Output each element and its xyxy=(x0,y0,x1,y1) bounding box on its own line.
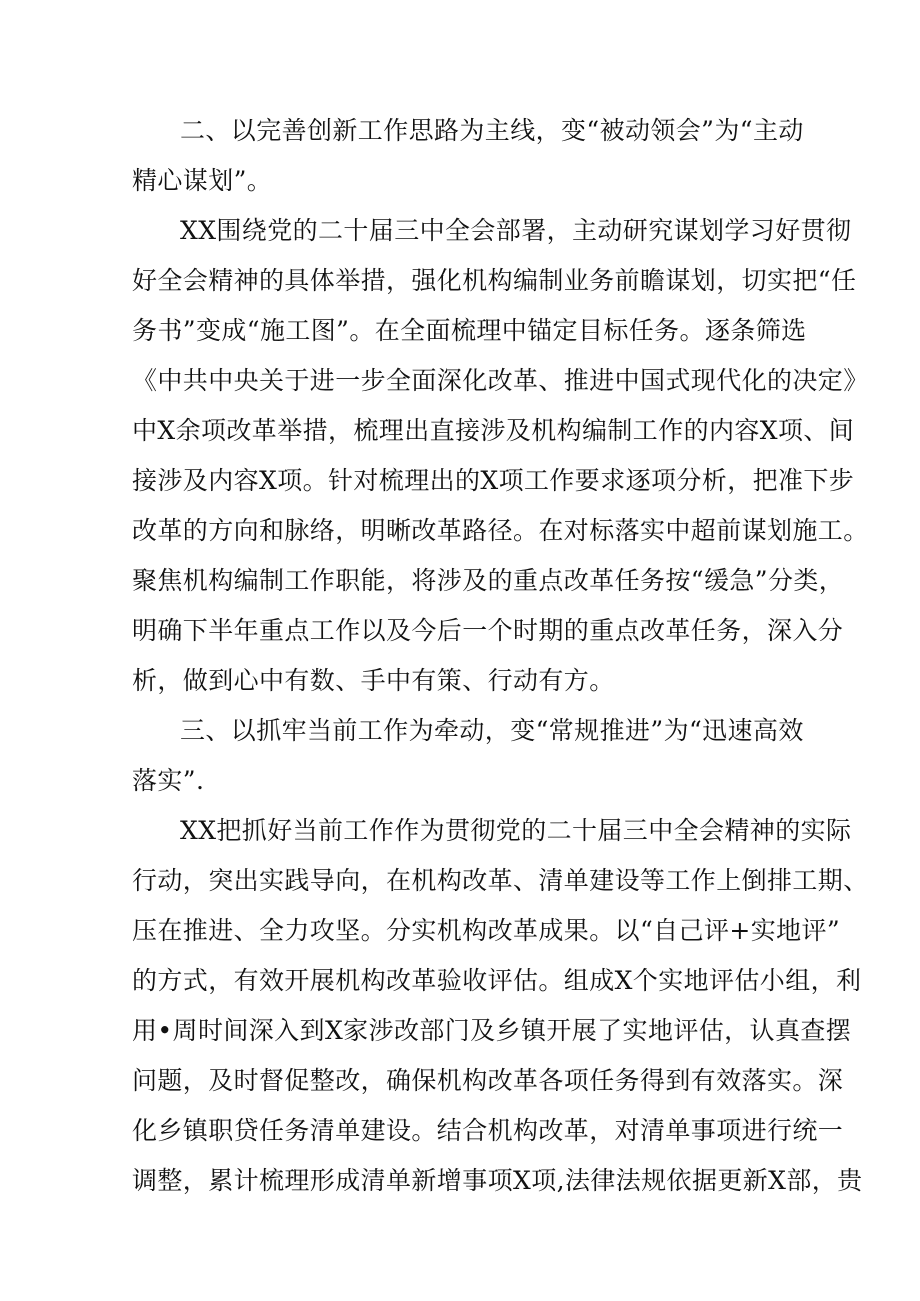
paragraph-1-line-4: 《中共中央关于进一步全面深化改革、推进中国式现代化的决定》 xyxy=(132,366,869,395)
section-heading-2-line-1: 二、以完善创新工作思路为主线，变“被动领会”为“主动 xyxy=(180,116,804,145)
section-heading-2-line-2: 精心谋划”。 xyxy=(132,166,273,195)
paragraph-1-line-3: 务书”变成“施工图”。在全面梳理中锚定目标任务。逐条筛选 xyxy=(132,316,807,345)
paragraph-1-line-9: 明确下半年重点工作以及今后一个时期的重点改革任务，深入分 xyxy=(132,616,844,645)
section-heading-3-line-1: 三、以抓牢当前工作为牵动，变“常规推进”为“迅速高效 xyxy=(180,716,804,745)
paragraph-1-line-2: 好全会精神的具体举措，强化机构编制业务前瞻谋划，切实把“任 xyxy=(132,266,857,295)
paragraph-1-line-6: 接涉及内容X项。针对梳理出的X项工作要求逐项分析，把准下步 xyxy=(132,466,855,495)
section-heading-3-line-2: 落实”. xyxy=(132,766,205,795)
paragraph-1-line-7: 改革的方向和脉络，明晰改革路径。在对标落实中超前谋划施工。 xyxy=(132,516,869,545)
paragraph-2-line-1: XX把抓好当前工作作为贯彻党的二十届三中全会精神的实际 xyxy=(180,816,852,845)
paragraph-1-line-10: 析，做到心中有数、手中有策、行动有方。 xyxy=(132,666,615,695)
paragraph-2-line-8: 调整，累计梳理形成清单新增事项X项,法律法规依据更新X部，贵 xyxy=(132,1166,863,1195)
paragraph-1-line-8: 聚焦机构编制工作职能，将涉及的重点改革任务按“缓急”分类， xyxy=(132,566,845,595)
paragraph-2-line-2: 行动，突出实践导向，在机构改革、清单建设等工作上倒排工期、 xyxy=(132,866,869,895)
paragraph-2-line-3: 压在推进、全力攻坚。分实机构改革成果。以“自己评+实地评” xyxy=(132,916,841,945)
paragraph-2-line-6: 问题，及时督促整改，确保机构改革各项任务得到有效落实。深 xyxy=(132,1066,844,1095)
paragraph-1-line-5: 中X余项改革举措，梳理出直接涉及机构编制工作的内容X项、间 xyxy=(132,416,855,445)
paragraph-2-line-4: 的方式，有效开展机构改革验收评估。组成X个实地评估小组，利 xyxy=(132,966,862,995)
paragraph-2-line-7: 化乡镇职贷任务清单建设。结合机构改革，对清单事项进行统一 xyxy=(132,1116,844,1145)
paragraph-1-line-1: XX围绕党的二十届三中全会部署，主动研究谋划学习好贯彻 xyxy=(180,216,852,245)
paragraph-2-line-5: 用•周时间深入到X家涉改部门及乡镇开展了实地评估，认真查摆 xyxy=(132,1016,852,1045)
